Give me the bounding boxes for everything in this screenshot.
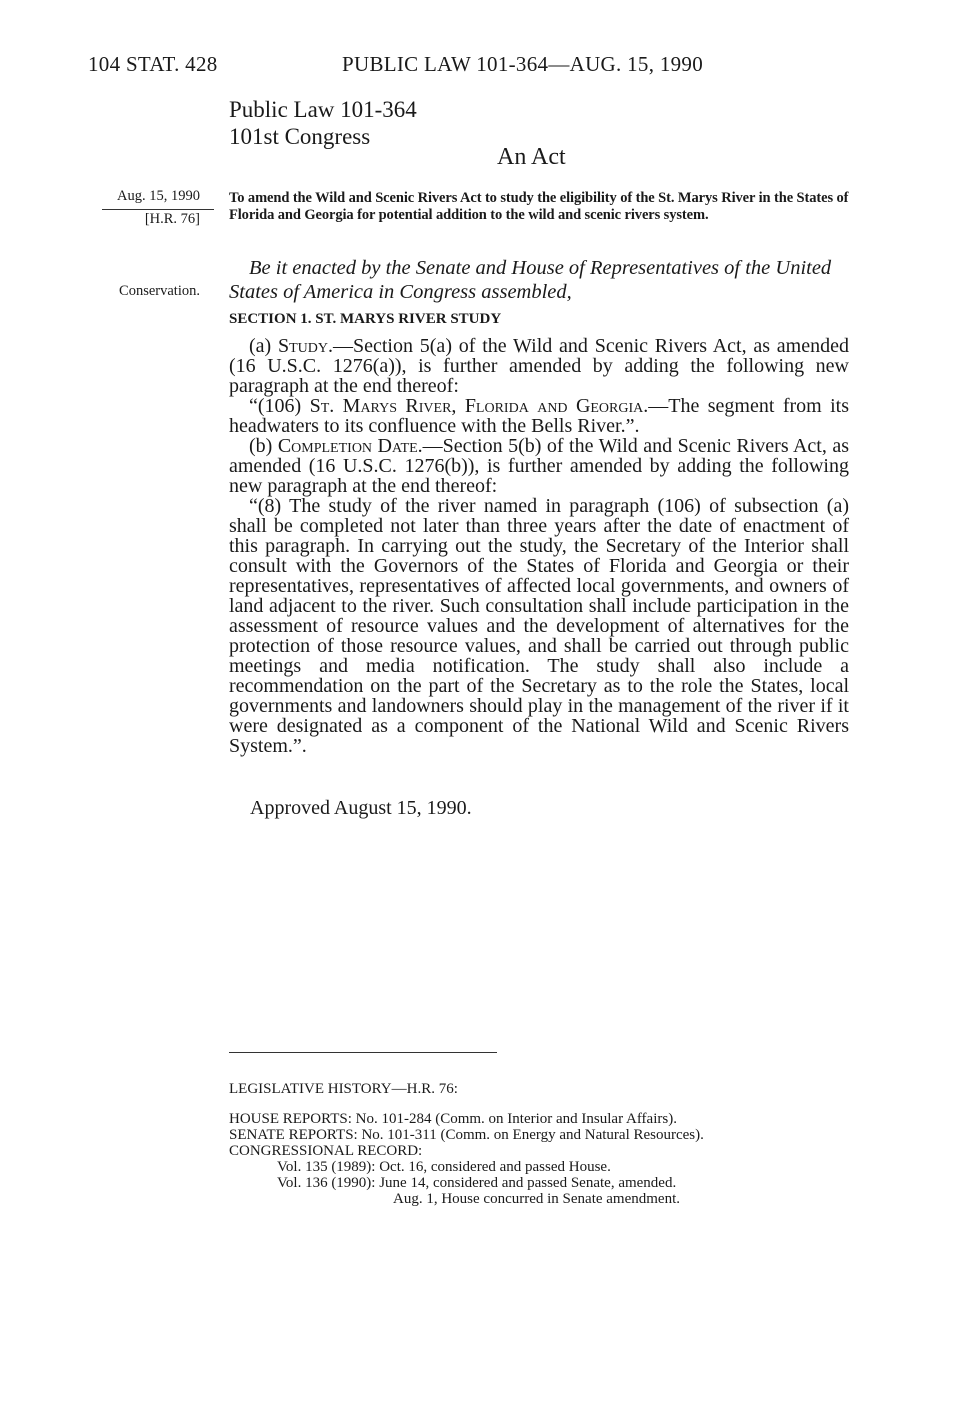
record-aug-1: Aug. 1, House concurred in Senate amendment.: [393, 1191, 680, 1207]
margin-rule: [102, 209, 214, 210]
public-law-number: Public Law 101-364: [229, 97, 417, 122]
margin-date: Aug. 15, 1990: [117, 188, 200, 204]
house-reports: HOUSE REPORTS: No. 101-284 (Comm. on Interior and Insular Affairs).: [229, 1111, 677, 1127]
paragraph-106: “(106) St. Marys River, Florida and Georgia.—The segment from its headwaters to its confluence with the Bells River.”.: [229, 395, 849, 437]
section-heading: SECTION 1. ST. MARYS RIVER STUDY: [229, 311, 502, 327]
legislative-history-title: LEGISLATIVE HISTORY—H.R. 76:: [229, 1081, 458, 1097]
approval-date: Approved August 15, 1990.: [250, 797, 472, 819]
record-vol-135: Vol. 135 (1989): Oct. 16, considered and passed House.: [277, 1159, 611, 1175]
subsection-b-caption: Completion Date.: [277, 435, 423, 457]
congressional-record: CONGRESSIONAL RECORD:: [229, 1143, 423, 1159]
law-citation-header: PUBLIC LAW 101-364—AUG. 15, 1990: [342, 52, 704, 76]
legislative-history: [229, 1081, 849, 1207]
subsection-a: (a) Study.—Section 5(a) of the Wild and Scenic Rivers Act, as amended (16 U.S.C. 1276(a)), is further amended by adding the following new paragraph at the end thereof:: [229, 335, 849, 397]
law-title: [229, 96, 417, 150]
paragraph-8: “(8) The study of the river named in paragraph (106) of subsection (a) shall be completed not later than three years after the date of enactment of this paragraph. In carrying out the study, the Secretary of the Interior shall consult with the Governors of the States of Florida and Georgia or their representatives, representatives of affected local governments, and owners of land adjacent to the river. Such consultation shall include participation in the assessment of resource values and the development of alternatives for the protection of those resource values, and shall be carried out through public meetings and media notification. The study shall also include a recommendation on the part of the Secretary as to the role the States, local governments and landowners should play in the management of the river if it were designated as a component of the National Wild and Scenic Rivers System.”.: [229, 495, 849, 757]
section-body: [229, 336, 849, 756]
subsection-b: (b) Completion Date.—Section 5(b) of the Wild and Scenic Rivers Act, as amended (16 U.S.C. 1276(b)), is further amended by adding the following new paragraph at the end thereof:: [229, 435, 850, 497]
margin-topic: Conservation.: [119, 283, 200, 299]
senate-reports: SENATE REPORTS: No. 101-311 (Comm. on Energy and Natural Resources).: [229, 1127, 704, 1143]
enacting-clause: Be it enacted by the Senate and House of Representatives of the United States of America in Congress assembled,: [229, 257, 832, 303]
subsection-a-caption: Study.: [277, 335, 333, 357]
footnote-rule: [229, 1052, 497, 1053]
purpose-statement: To amend the Wild and Scenic Rivers Act to study the eligibility of the St. Marys River in the States of Florida and Georgia for potential addition to the wild and scenic rivers system.: [229, 190, 849, 223]
stat-page-number: 104 STAT. 428: [88, 52, 218, 76]
margin-bill-number: [H.R. 76]: [144, 211, 200, 227]
an-act-heading: An Act: [497, 144, 566, 170]
record-vol-136: Vol. 136 (1990): June 14, considered and passed Senate, amended.: [277, 1175, 677, 1191]
paragraph-106-caption: St. Marys River, Florida and Georgia.: [309, 395, 649, 417]
congress-number: 101st Congress: [229, 124, 371, 149]
